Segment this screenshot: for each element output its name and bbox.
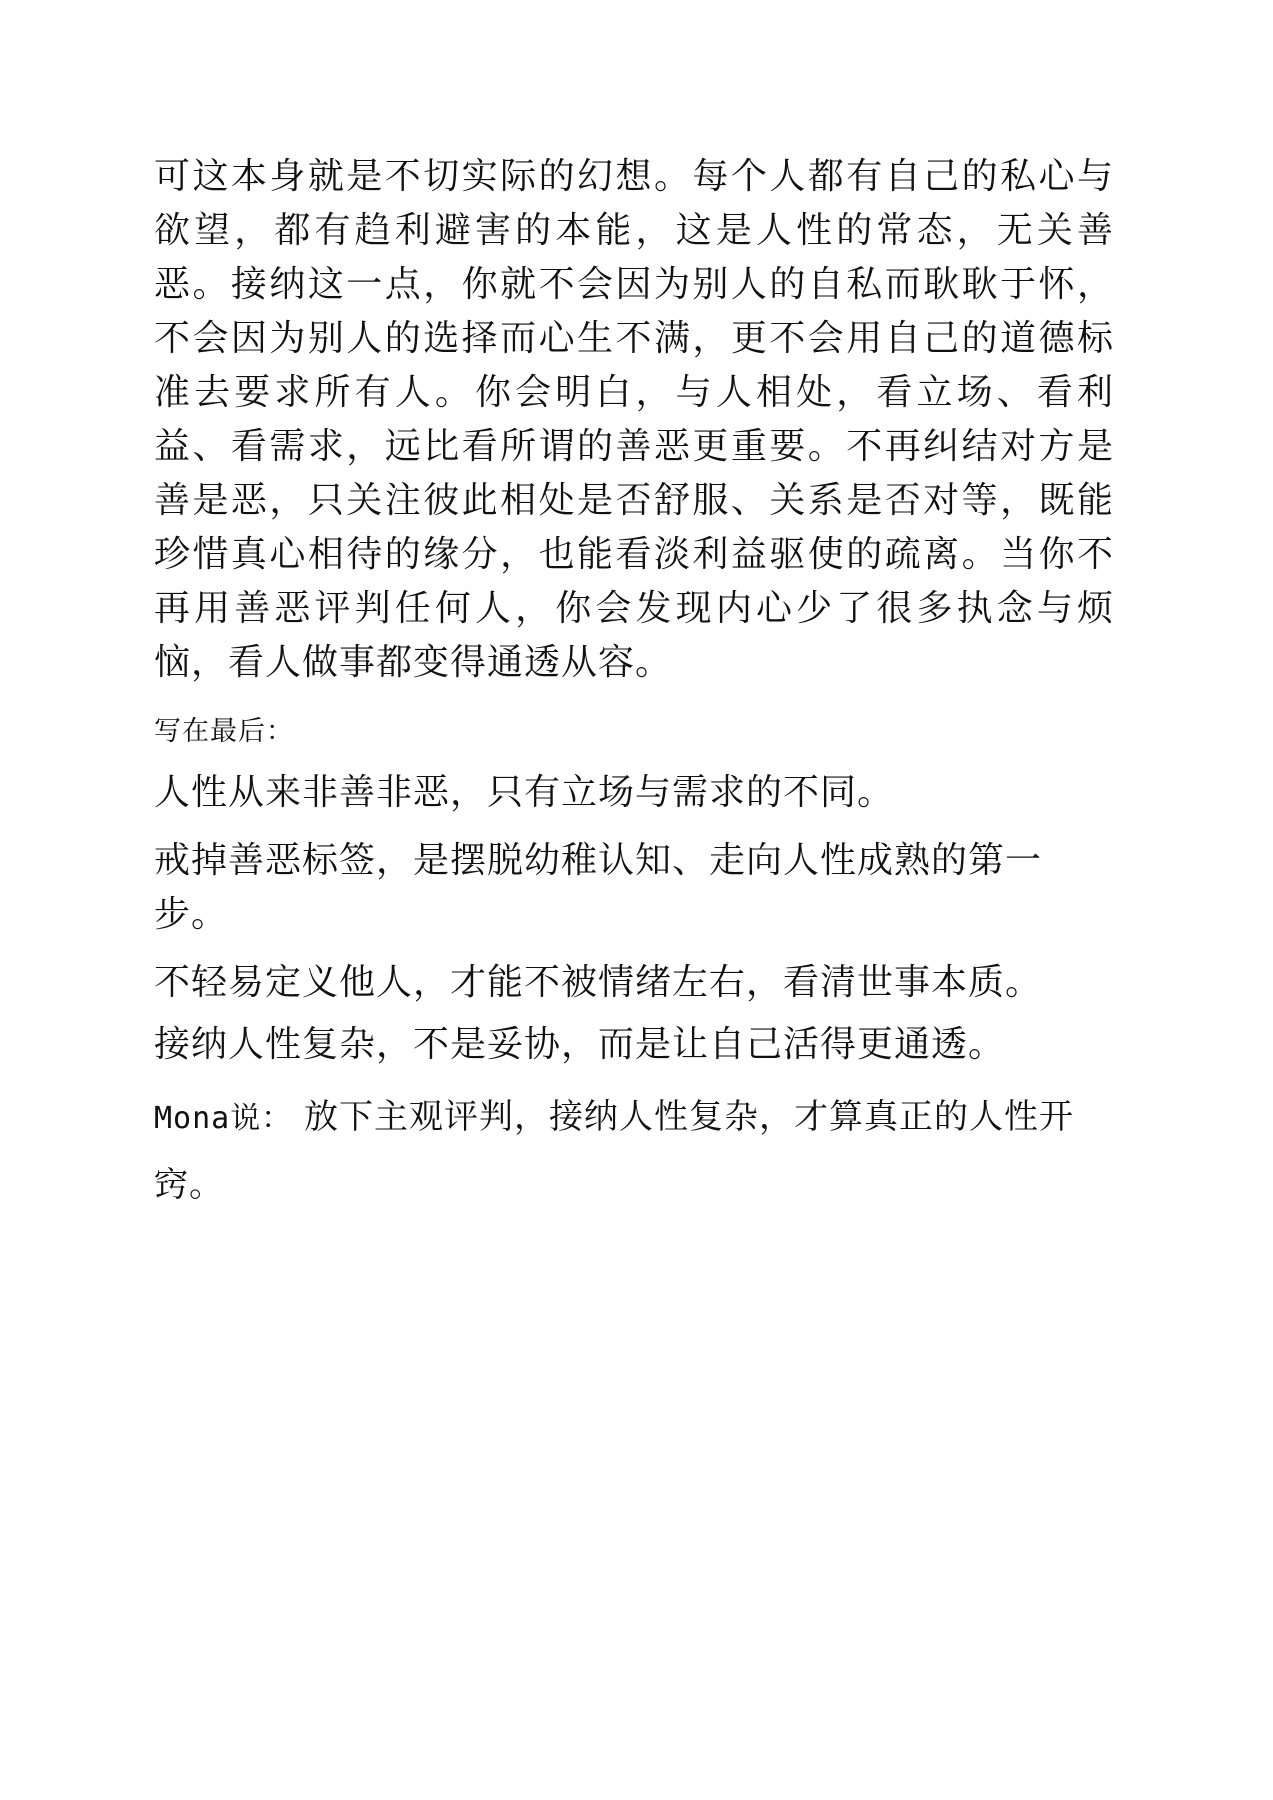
body-paragraph: 可这本身就是不切实际的幻想。每个人都有自己的私心与欲望，都有趋利避害的本能，这是人性的常态，无关善恶。接纳这一点，你就不会因为别人的自私而耿耿于怀，不会因为别人的选择而心生不满，更不会用自己的道德标准去要求所有人。你会明白，与人相处，看立场、看利益、看需求，远比看所谓的善恶更重要。不再纠结对方是善是恶，只关注彼此相处是否舒服、关系是否对等，既能珍惜真心相待的缘分，也能看淡利益驱使的疏离。当你不再用善恶评判任何人，你会发现内心少了很多执念与烦恼，看人做事都变得通透从容。 [154,156,1114,683]
closing-heading: 写在最后： [154,716,294,747]
closing-line-2: 戒掉善恶标签，是摆脱幼稚认知、走向人性成熟的第一步。 [154,840,1043,935]
closing-line-1: 人性从来非善非恶，只有立场与需求的不同。 [154,772,895,813]
signature-quote [154,1084,1114,1218]
document-content [154,150,1114,1218]
closing-line-4: 接纳人性复杂，不是妥协，而是让自己活得更通透。 [154,1024,1006,1065]
signature-text: 放下主观评判，接纳人性复杂，才算真正的人性开窍。 [154,1097,1075,1205]
signature-speaker: Mona说： [154,1101,293,1136]
closing-line-3: 不轻易定义他人，才能不被情绪左右，看清世事本质。 [154,962,1043,1003]
